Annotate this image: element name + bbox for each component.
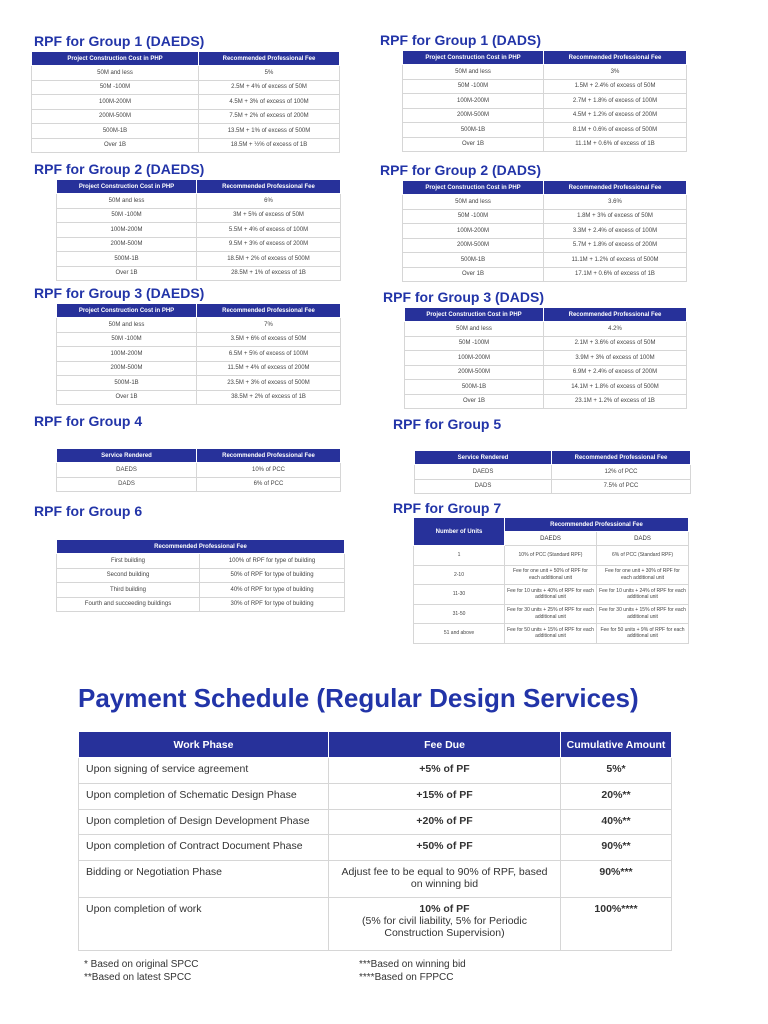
table-cell: 11-30 — [414, 585, 505, 605]
table-header-cell: Recommended Professional Fee — [552, 451, 691, 465]
table-cell: 50M and less — [57, 194, 197, 209]
table-cell: First building — [57, 554, 200, 569]
table-row — [57, 266, 341, 281]
table-row — [414, 604, 689, 624]
table-row — [57, 347, 341, 362]
table-cell: 100M-200M — [57, 347, 197, 362]
table-cell: 5.5M + 4% of excess of 100M — [197, 223, 341, 238]
table-row — [57, 208, 341, 223]
fee-due-cell: +15% of PF — [329, 784, 561, 810]
table-cell: 100% of RPF for type of building — [200, 554, 345, 569]
table-header-cell: Recommended Professional Fee — [505, 518, 689, 532]
table-row — [414, 565, 689, 585]
table-row — [57, 194, 341, 209]
table-cell: DAEDS — [415, 465, 552, 480]
table-row — [405, 365, 687, 380]
table-header-cell: Recommended Professional Fee — [197, 449, 341, 463]
table-cell: 1.8M + 3% of excess of 50M — [544, 209, 687, 224]
table-header-cell: Service Rendered — [415, 451, 552, 465]
table-row — [403, 267, 687, 282]
footnote: ****Based on FPPCC — [359, 971, 454, 983]
work-phase-cell: Upon completion of Design Development Phase — [79, 810, 329, 835]
table-header-cell: Project Construction Cost in PHP — [403, 181, 544, 195]
table-header-cell: Recommended Professional Fee — [197, 180, 341, 194]
table-row — [57, 252, 341, 267]
table-cell: 200M-500M — [403, 108, 544, 123]
table-cell: 50M and less — [403, 195, 544, 210]
cumulative-cell: 20%** — [561, 784, 672, 810]
table-row — [405, 322, 687, 337]
table-row — [414, 624, 689, 644]
fee-due-cell: +20% of PF — [329, 810, 561, 835]
rpf-table-group1-dads — [402, 50, 687, 152]
table-row — [403, 195, 687, 210]
table-row — [415, 479, 691, 494]
table-row — [405, 336, 687, 351]
section-title-group6: RPF for Group 6 — [34, 503, 143, 519]
table-cell: 50M -100M — [403, 79, 544, 94]
table-cell: 50% of RPF for type of building — [200, 568, 345, 583]
rpf-table-group7 — [413, 517, 689, 644]
section-title-group2-daeds: RPF for Group 2 (DAEDS) — [34, 161, 205, 177]
cumulative-cell: 100%**** — [561, 898, 672, 951]
footnotes-left — [84, 959, 199, 984]
section-title-group5: RPF for Group 5 — [393, 416, 502, 432]
footnote: * Based on original SPCC — [84, 959, 199, 970]
table-cell: 50M -100M — [57, 208, 197, 223]
rpf-table-group2-dads — [402, 180, 687, 282]
table-cell: 3% — [544, 65, 687, 80]
work-phase-cell: Upon signing of service agreement — [79, 758, 329, 784]
table-cell: 50M -100M — [405, 336, 544, 351]
table-cell: 1.5M + 2.4% of excess of 50M — [544, 79, 687, 94]
table-row — [403, 137, 687, 152]
table-cell: 200M-500M — [57, 237, 197, 252]
table-cell: 200M-500M — [57, 361, 197, 376]
cumulative-cell: 5%* — [561, 758, 672, 784]
table-row — [79, 758, 672, 784]
table-cell: Over 1B — [32, 138, 199, 153]
table-cell: 500M-1B — [403, 123, 544, 138]
table-cell: DADS — [57, 477, 197, 492]
table-row — [403, 238, 687, 253]
table-row — [79, 810, 672, 835]
table-row — [79, 835, 672, 861]
table-cell: 7% — [197, 318, 341, 333]
table-header-cell: Recommended Professional Fee — [544, 51, 687, 65]
table-row — [57, 583, 345, 598]
table-cell: 200M-500M — [405, 365, 544, 380]
table-cell: 3.9M + 3% of excess of 100M — [544, 351, 687, 366]
section-title-group1-dads: RPF for Group 1 (DADS) — [380, 32, 541, 48]
table-cell: 500M-1B — [57, 252, 197, 267]
table-cell: 9.5M + 3% of excess of 200M — [197, 237, 341, 252]
rpf-table-group2-daeds — [56, 179, 341, 281]
table-cell: Fee for 50 units + 9% of RPF for each additional unit — [597, 624, 689, 644]
table-cell: Fee for one unit + 30% of RPF for each additional unit — [597, 565, 689, 585]
table-row — [57, 463, 341, 478]
table-header-cell: Recommended Professional Fee — [57, 540, 345, 554]
table-row — [57, 376, 341, 391]
table-cell: Fee for 10 units + 40% of RPF for each additional unit — [505, 585, 597, 605]
table-cell: 8.1M + 0.6% of excess of 500M — [544, 123, 687, 138]
table-row — [57, 223, 341, 238]
table-header-cell: Recommended Professional Fee — [544, 181, 687, 195]
table-cell: 200M-500M — [32, 109, 199, 124]
table-row — [403, 224, 687, 239]
table-cell: 500M-1B — [32, 124, 199, 139]
work-phase-cell: Bidding or Negotiation Phase — [79, 861, 329, 898]
table-cell: 7.5M + 2% of excess of 200M — [199, 109, 340, 124]
fee-due-cell: +50% of PF — [329, 835, 561, 861]
section-title-group2-dads: RPF for Group 2 (DADS) — [380, 162, 541, 178]
table-cell: 13.5M + 1% of excess of 500M — [199, 124, 340, 139]
table-cell: DAEDS — [57, 463, 197, 478]
table-cell: 3.3M + 2.4% of excess of 100M — [544, 224, 687, 239]
table-row — [32, 109, 340, 124]
footnote: **Based on latest SPCC — [84, 971, 192, 983]
table-cell: 10% of PCC — [197, 463, 341, 478]
fee-due-cell — [329, 898, 561, 951]
table-cell: 6.5M + 5% of excess of 100M — [197, 347, 341, 362]
table-cell: 50M and less — [405, 322, 544, 337]
table-row — [79, 784, 672, 810]
table-row — [57, 361, 341, 376]
table-row — [405, 351, 687, 366]
table-cell: 1 — [414, 546, 505, 566]
section-title-group4: RPF for Group 4 — [34, 413, 143, 429]
table-cell: 50M and less — [403, 65, 544, 80]
table-cell: DADS — [415, 479, 552, 494]
table-cell: 4.2% — [544, 322, 687, 337]
rpf-table-group4 — [56, 448, 341, 492]
table-row — [32, 80, 340, 95]
table-cell: 50M -100M — [57, 332, 197, 347]
table-header-cell: Work Phase — [79, 732, 329, 758]
table-cell: Fee for one unit + 50% of RPF for each additional unit — [505, 565, 597, 585]
table-header-cell: Recommended Professional Fee — [199, 52, 340, 66]
table-cell: 100M-200M — [403, 224, 544, 239]
table-header-cell: Service Rendered — [57, 449, 197, 463]
table-cell: 6% of PCC (Standard RPF) — [597, 546, 689, 566]
table-cell: 11.1M + 0.6% of excess of 1B — [544, 137, 687, 152]
table-cell: 3.5M + 6% of excess of 50M — [197, 332, 341, 347]
table-cell: 38.5M + 2% of excess of 1B — [197, 390, 341, 405]
table-cell: 100M-200M — [32, 95, 199, 110]
table-row — [405, 394, 687, 409]
table-header-cell: Cumulative Amount — [561, 732, 672, 758]
work-phase-cell: Upon completion of work — [79, 898, 329, 951]
table-cell: Over 1B — [403, 267, 544, 282]
table-cell: 50M and less — [32, 66, 199, 81]
fee-due-cell: +5% of PF — [329, 758, 561, 784]
table-header-cell: Project Construction Cost in PHP — [57, 304, 197, 318]
table-cell: Fee for 30 units + 15% of RPF for each additional unit — [597, 604, 689, 624]
table-cell: Second building — [57, 568, 200, 583]
table-cell: 500M-1B — [403, 253, 544, 268]
table-cell: 51 and above — [414, 624, 505, 644]
table-row — [57, 554, 345, 569]
table-row — [403, 94, 687, 109]
table-subheader-cell: DADS — [597, 532, 689, 546]
table-cell: 5% — [199, 66, 340, 81]
footnote: ***Based on winning bid — [359, 959, 466, 970]
table-row — [414, 585, 689, 605]
table-cell: 50M and less — [57, 318, 197, 333]
table-cell: 30% of RPF for type of building — [200, 597, 345, 612]
rpf-table-group1-daeds — [31, 51, 340, 153]
table-header-cell: Recommended Professional Fee — [544, 308, 687, 322]
table-cell: 11.1M + 1.2% of excess of 500M — [544, 253, 687, 268]
table-row — [403, 65, 687, 80]
cumulative-cell: 90%** — [561, 835, 672, 861]
table-row — [403, 123, 687, 138]
table-cell: 28.5M + 1% of excess of 1B — [197, 266, 341, 281]
section-title-group3-dads: RPF for Group 3 (DADS) — [383, 289, 544, 305]
table-cell: 5.7M + 1.8% of excess of 200M — [544, 238, 687, 253]
table-cell: 50M -100M — [403, 209, 544, 224]
table-row — [57, 477, 341, 492]
table-cell: 23.5M + 3% of excess of 500M — [197, 376, 341, 391]
cumulative-cell: 40%** — [561, 810, 672, 835]
table-header-cell: Project Construction Cost in PHP — [57, 180, 197, 194]
section-title-group3-daeds: RPF for Group 3 (DAEDS) — [34, 285, 205, 301]
table-cell: 200M-500M — [403, 238, 544, 253]
table-row — [57, 332, 341, 347]
table-header-cell: Recommended Professional Fee — [197, 304, 341, 318]
table-cell: 18.5M + 2% of excess of 500M — [197, 252, 341, 267]
fee-due-note: (5% for civil liability, 5% for Periodic Construction Supervision) — [362, 915, 527, 939]
table-cell: Fee for 30 units + 25% of RPF for each additional unit — [505, 604, 597, 624]
table-cell: Fourth and succeeding buildings — [57, 597, 200, 612]
table-cell: 14.1M + 1.8% of excess of 500M — [544, 380, 687, 395]
table-cell: 100M-200M — [405, 351, 544, 366]
table-cell: 17.1M + 0.6% of excess of 1B — [544, 267, 687, 282]
table-cell: 10% of PCC (Standard RPF) — [505, 546, 597, 566]
table-cell: Over 1B — [403, 137, 544, 152]
table-row — [57, 318, 341, 333]
table-cell: 4.5M + 3% of excess of 100M — [199, 95, 340, 110]
table-subheader-cell: DAEDS — [505, 532, 597, 546]
table-cell: 31-50 — [414, 604, 505, 624]
fee-due-amount: 10% of PF — [419, 903, 470, 915]
table-row — [403, 108, 687, 123]
table-row — [57, 390, 341, 405]
table-cell: 100M-200M — [403, 94, 544, 109]
table-row — [32, 138, 340, 153]
work-phase-cell: Upon completion of Schematic Design Phase — [79, 784, 329, 810]
table-row — [57, 568, 345, 583]
cumulative-cell: 90%*** — [561, 861, 672, 898]
table-cell: 500M-1B — [57, 376, 197, 391]
table-row — [403, 79, 687, 94]
table-cell: 4.5M + 1.2% of excess of 200M — [544, 108, 687, 123]
table-row — [57, 237, 341, 252]
rpf-table-group5 — [414, 450, 691, 494]
fee-due-cell: Adjust fee to be equal to 90% of RPF, based on winning bid — [329, 861, 561, 898]
rpf-table-group3-dads — [404, 307, 687, 409]
table-row — [79, 861, 672, 898]
table-cell: 23.1M + 1.2% of excess of 1B — [544, 394, 687, 409]
table-cell: Fee for 10 units + 24% of RPF for each additional unit — [597, 585, 689, 605]
section-title-group7: RPF for Group 7 — [393, 500, 502, 516]
table-row — [79, 898, 672, 951]
table-cell: 50M -100M — [32, 80, 199, 95]
table-cell: 3.6% — [544, 195, 687, 210]
table-row — [405, 380, 687, 395]
table-cell: 6% — [197, 194, 341, 209]
payment-schedule-table — [78, 731, 672, 951]
table-cell: 2.7M + 1.8% of excess of 100M — [544, 94, 687, 109]
table-cell: 6% of PCC — [197, 477, 341, 492]
table-row — [403, 253, 687, 268]
table-row — [32, 66, 340, 81]
footnotes-right — [359, 959, 466, 984]
table-cell: 3M + 5% of excess of 50M — [197, 208, 341, 223]
table-cell: 6.9M + 2.4% of excess of 200M — [544, 365, 687, 380]
table-cell: 40% of RPF for type of building — [200, 583, 345, 598]
table-cell: Third building — [57, 583, 200, 598]
table-cell: 2.1M + 3.6% of excess of 50M — [544, 336, 687, 351]
section-title-group1-daeds: RPF for Group 1 (DAEDS) — [34, 33, 205, 49]
table-header-cell: Number of Units — [414, 518, 505, 546]
table-cell: 100M-200M — [57, 223, 197, 238]
table-header-cell: Project Construction Cost in PHP — [403, 51, 544, 65]
table-cell: 7.5% of PCC — [552, 479, 691, 494]
table-row — [414, 546, 689, 566]
table-cell: Over 1B — [57, 390, 197, 405]
rpf-table-group3-daeds — [56, 303, 341, 405]
table-cell: 18.5M + ½% of excess of 1B — [199, 138, 340, 153]
payment-schedule-title: Payment Schedule (Regular Design Services) — [78, 683, 639, 713]
work-phase-cell: Upon completion of Contract Document Phase — [79, 835, 329, 861]
table-row — [403, 209, 687, 224]
table-cell: Over 1B — [57, 266, 197, 281]
table-row — [57, 597, 345, 612]
table-cell: 500M-1B — [405, 380, 544, 395]
table-cell: 12% of PCC — [552, 465, 691, 480]
table-header-cell: Project Construction Cost in PHP — [405, 308, 544, 322]
table-row — [32, 124, 340, 139]
table-header-cell: Fee Due — [329, 732, 561, 758]
table-header-cell: Project Construction Cost in PHP — [32, 52, 199, 66]
table-cell: Over 1B — [405, 394, 544, 409]
table-cell: 11.5M + 4% of excess of 200M — [197, 361, 341, 376]
table-cell: Fee for 50 units + 15% of RPF for each additional unit — [505, 624, 597, 644]
table-row — [32, 95, 340, 110]
table-row — [415, 465, 691, 480]
rpf-table-group6 — [56, 539, 345, 612]
table-cell: 2.5M + 4% of excess of 50M — [199, 80, 340, 95]
table-cell: 2-10 — [414, 565, 505, 585]
